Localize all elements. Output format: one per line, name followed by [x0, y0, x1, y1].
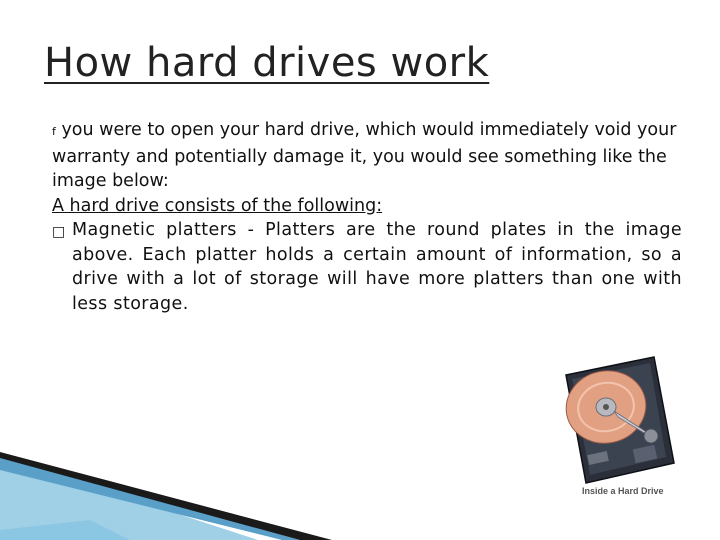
spindle-center [603, 404, 609, 410]
bullet-text: Magnetic platters - Platters are the round plates in the image above. Each platter holds a certain amount of information, so a drive with a lot of storage will have more platters than one with less storage. [72, 220, 682, 314]
bullet-marker: □ [52, 224, 66, 240]
bullet-item [52, 218, 682, 316]
figure-caption: Inside a Hard Drive [582, 486, 664, 496]
intro-text: you were to open your hard drive, which would immediately void your warranty and potentially damage it, you would see something like the image below: [52, 120, 677, 191]
intro-first-letter: f [52, 125, 56, 138]
section-heading: A hard drive consists of the following: [52, 195, 383, 216]
slide-title: How hard drives work [44, 40, 490, 86]
actuator-pivot [644, 429, 658, 443]
slide-body [52, 118, 682, 316]
intro-paragraph [52, 118, 682, 194]
hard-drive-image [558, 355, 676, 500]
